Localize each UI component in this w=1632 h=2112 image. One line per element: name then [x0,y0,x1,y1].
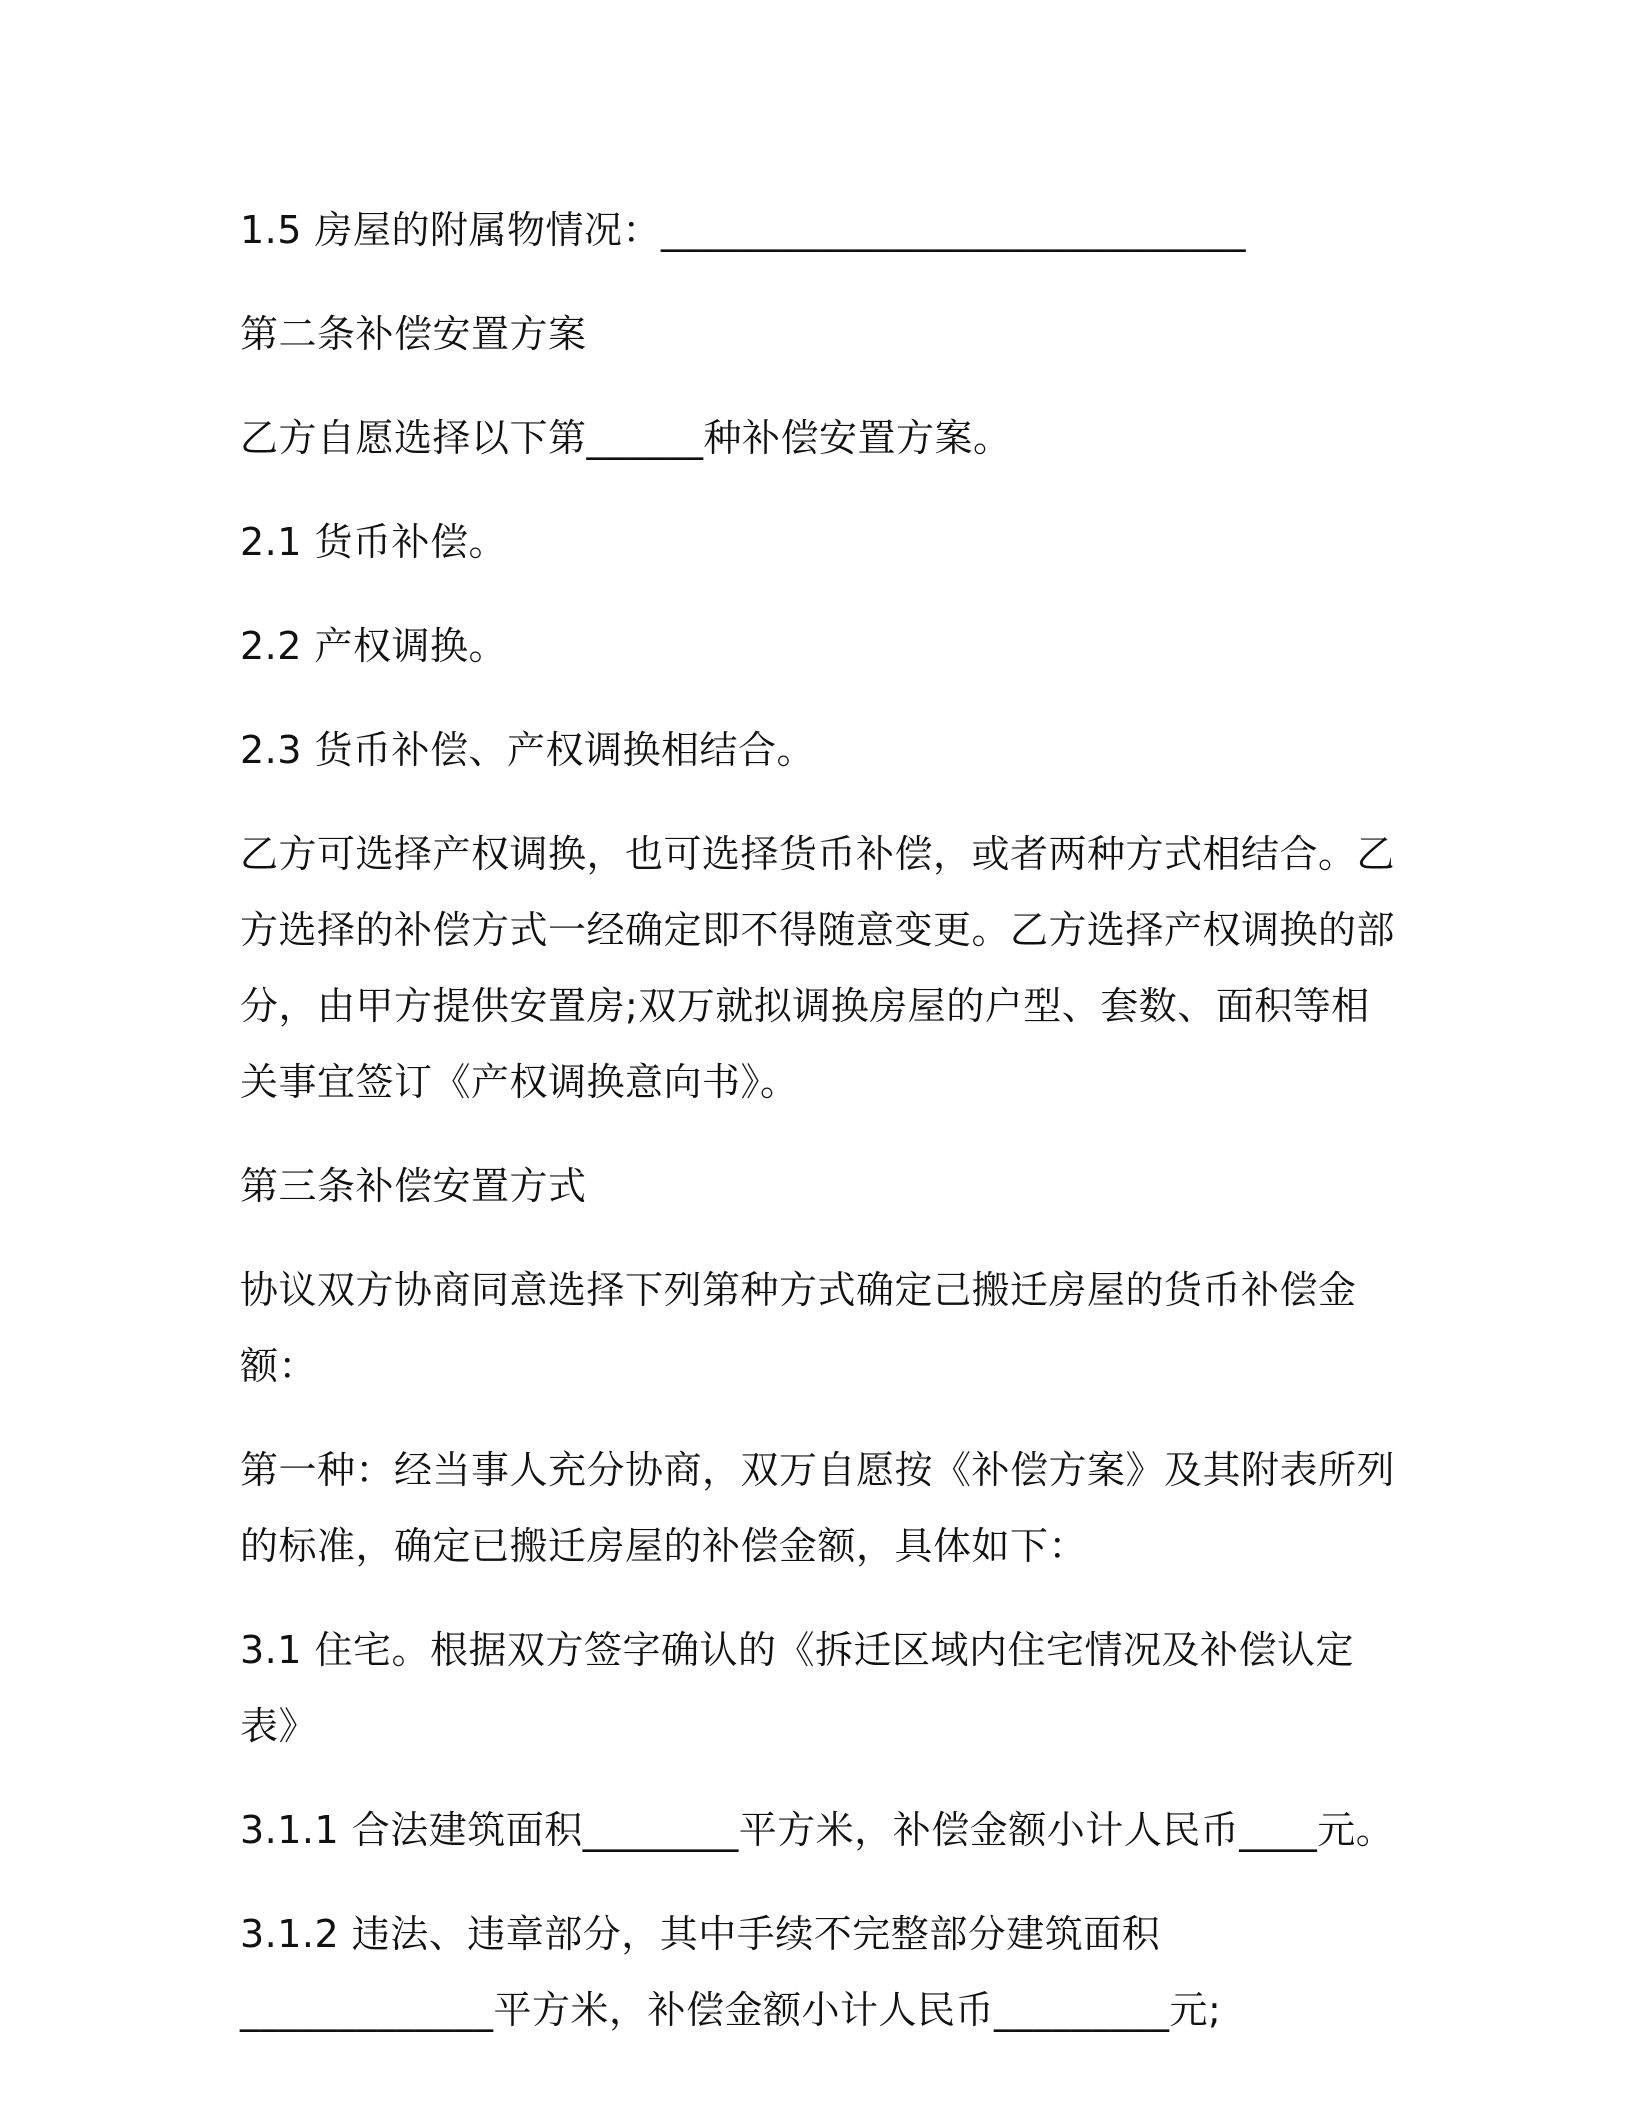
heading-article-3: 第三条补偿安置方式 [240,1164,587,1208]
paragraph-2-3: 2.3 货币补偿、产权调换相结合。 [240,728,816,772]
paragraph-2-1: 2.1 货币补偿。 [240,520,508,564]
paragraph-method-one: 第一种：经当事人充分协商，双万自愿按《补偿方案》及其附表所列的标准，确定已搬迁房屋的补偿金额，具体如下： [240,1448,1396,1568]
paragraph-3-1-1: 3.1.1 合法建筑面积________平方米，补偿金额小计人民币____元。 [240,1808,1395,1852]
paragraph-choose-scheme: 乙方自愿选择以下第______种补偿安置方案。 [240,416,1012,460]
paragraph-2-2: 2.2 产权调换。 [240,624,508,668]
paragraph-3-1-2: 3.1.2 违法、违章部分，其中手续不完整部分建筑面积 _____________平方米，补偿金额小计人民币_________元; [240,1912,1222,2032]
heading-article-2: 第二条补偿安置方案 [240,312,587,356]
paragraph-scheme-explanation: 乙方可选择产权调换，也可选择货币补偿，或者两种方式相结合。乙方选择的补偿方式一经确定即不得随意变更。乙方选择产权调换的部分，由甲方提供安置房;双万就拟调换房屋的户型、套数、面积等相关事宜签订《产权调换意向书》。 [240,832,1396,1104]
paragraph-agreement-method: 协议双方协商同意选择下列第种方式确定己搬迁房屋的货币补偿金额： [240,1268,1357,1388]
document-body [240,192,1400,2076]
paragraph-3-1: 3.1 住宅。根据双方签字确认的《拆迁区域内住宅情况及补偿认定表》 [240,1628,1355,1748]
paragraph-1-5-attachments: 1.5 房屋的附属物情况：______________________________ [240,208,1247,252]
